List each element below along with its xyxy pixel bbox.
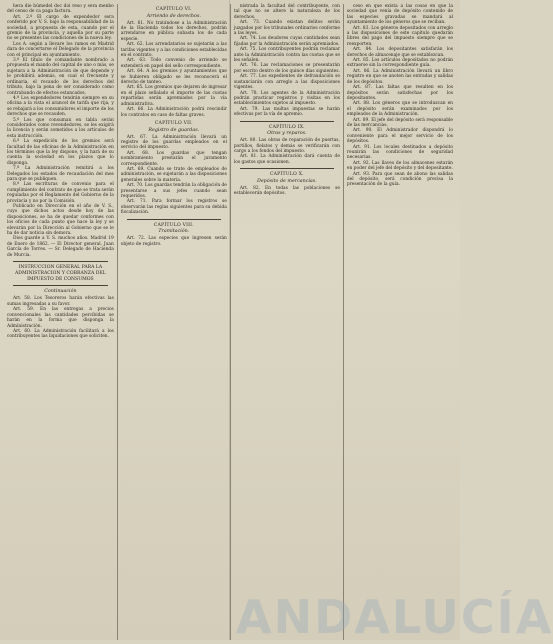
chapter-subtitle: Tramitación. xyxy=(158,229,190,235)
paragraph: Art. 65. Los gremios que dejaren de ingresar en el plazo señalado el importe de las cuotas repartidas serán apremiados por la vía administrativa. xyxy=(120,85,227,107)
paragraph: Art. 85. Los artículos depositados no podrán extraerse sin la correspondiente guía. xyxy=(346,58,453,69)
paragraph: Art. 60. La Administración facilitará a los contribuyentes las liquidaciones que soliciten. xyxy=(7,328,114,340)
paragraph: Art. 68. Los guardas que tengan nombramiento prestarán el juramento correspondiente. xyxy=(120,150,227,167)
chapter-subtitle: Arriendo de derechos. xyxy=(146,13,201,19)
paragraph: Art. 75. Los contribuyentes podrán reclamar ante la Administración contra las cuotas que se les señalen. xyxy=(233,47,340,64)
paragraph: Art. 63. Todo convenio de arriendo se extenderá en papel del sello correspondiente. xyxy=(120,58,227,69)
column-2 xyxy=(117,4,230,640)
section-divider xyxy=(13,261,108,262)
paragraph: Art. 83. Los géneros depositados con arreglo a las disposiciones de este capítulo quedarán libres del pago del impuesto siempre que se reexporten. xyxy=(346,25,453,47)
paragraph: 8.º Las escrituras de convenio para el cumplimiento del contrato de que se trata serán reguladas por el Reglamento del Gobierno de la provincia y no por la Comisión. xyxy=(7,182,114,204)
paragraph: Art. 69. Cuando se trate de empleados de administración, se sujetarán a las disposiciones generales sobre la materia. xyxy=(120,166,227,183)
paragraph: Art. 86. La Administración llevará un libro registro en que se anoten las entradas y salidas de los depósitos. xyxy=(346,68,453,85)
paragraph: Art. 66. La Administración podrá rescindir los contratos en caso de faltas graves. xyxy=(120,107,227,118)
section-divider xyxy=(240,168,334,169)
paragraph: 7.º La Administración remitirá a los Delegados los estados de recaudación del mes para que se publiquen. xyxy=(7,166,114,182)
paragraph: Art. 91. Los locales destinados a depósito reunirán las condiciones de seguridad necesarias. xyxy=(346,144,453,161)
chapter-heading: CAPÍTULO VIII. xyxy=(153,222,194,228)
column-1 xyxy=(4,4,117,640)
paragraph: Art. 80. Las obras de reparación de puertas, portillos, fielatos y demás se verificarán con cargo a los fondos del impuesto. xyxy=(233,138,340,154)
paragraph: Art. 92. Las llaves de los almacenes estarán en poder del jefe del depósito y del depositante. xyxy=(346,160,453,172)
paragraph: Art. 82. En todas las poblaciones se establecerán depósitos. xyxy=(233,185,340,197)
chapter-heading: CAPÍTULO VII. xyxy=(154,120,193,126)
paragraph: Art. 81. La Administración dará cuenta de los gastos que ocasionen. xyxy=(233,154,340,165)
paragraph: Art. 70. Los guardas tendrán la obligación de presentarse a sus jefes cuando sean requeridos. xyxy=(120,183,227,199)
paragraph: Los A. según a llevare los ramos en Madrid dara de concertarse el Delegado de la provincia con el principal en ayuntamiento. xyxy=(7,41,114,58)
column-3 xyxy=(230,4,343,640)
page-fold xyxy=(229,0,230,640)
paragraph: Art. 64. A los gremios y ayuntamientos que se hubieren obligado se les reconocerá el derecho de tanteo. xyxy=(120,69,227,86)
paragraph: Art. 89. El jefe del depósito será responsable de las mercancías. xyxy=(346,117,453,128)
paragraph: Art. 73. Cuando existan delitos serán juzgados por los tribunales ordinarios conforme a las leyes. xyxy=(233,20,340,37)
paragraph: ceso en que exista a las cosas en que la sociedad que venía de depósito contenido de las especies gravadas se mandará al ayuntamiento de los géneros que se reciban. xyxy=(346,4,453,26)
paragraph: Art. 61. No tratándose a la Administración de la Hacienda todos los derechos, podrán arrendarse en pública subasta los de cada especie. xyxy=(120,20,227,42)
paragraph: Art. 77. Los expedientes de defraudación se sustanciarán con arreglo a las disposiciones vigentes. xyxy=(233,74,340,91)
paragraph: hera die búmedel doc doi reso y sera menbo del censo de ca paga factura. xyxy=(7,4,114,15)
section-divider xyxy=(240,121,334,122)
paragraph: Art. 59. En las entregas a precios convencionales las cantidades percibidas se harán en la forma que disponga la Administración. xyxy=(7,307,114,329)
paragraph: Art. 74. Los deudores cuyas cantidades sean fijadas por la Administración serán apremiados. xyxy=(233,36,340,47)
paragraph: Art. 87. Las faltas que resulten en los depósitos serán satisfechas por los depositantes. xyxy=(346,85,453,101)
paragraph: 5.º Los que consuman en tabla serán considerados como revendedores, se les exigirá la licencia y serán sometidos a los artículos de esta instrucción. xyxy=(7,117,114,139)
section-subtitle: Continuación xyxy=(44,289,77,295)
paragraph: nistrada la facultad del contribuyente, con tal que no se altere la naturaleza de los derechos. xyxy=(233,4,340,20)
section-divider xyxy=(127,219,221,220)
library-watermark: ANDALUCÍA xyxy=(236,590,553,644)
paragraph: Art. 2.º El cargo de expendedor sera conferido por V. S. bajo la responsabilidad de la sociedad, a propuesta de esta, cuando por el gremio de la provincia, y aquella por su parte no se presentes las condiciones de la nueva ley. xyxy=(7,14,114,42)
paragraph: Art. 93. Para que sean de abono las salidas del depósito, será condición precisa la presentación de la guía. xyxy=(346,171,453,188)
paragraph: Art. 90. El Administrador dispondrá lo conveniente para el mejor servicio de los depósitos. xyxy=(346,128,453,145)
paragraph: Art. 71. Para formar los registros se observarán las reglas siguientes para su debida fiscalización. xyxy=(120,199,227,216)
paragraph: Art. 78. Los agentes de la Administración podrán practicar registros y visitas en los establecimientos sujetos al impuesto. xyxy=(233,90,340,107)
paragraph: 6.º La expedición de los gremios será facultad de las oficinas de la Administración en los términos que la ley dispone, y la hará de su cuenta la sociedad en los plazos que lo disponga. xyxy=(7,139,114,166)
chapter-heading: CAPÍTULO VI. xyxy=(155,7,192,12)
chapter-heading: CAPÍTULO IX. xyxy=(268,124,305,130)
section-title: INSTRUCCION GENERAL PARA LA ADMINISTRACION Y COBRANZA DEL IMPUESTO DE CONSUMOS xyxy=(14,265,106,282)
paragraph: 3.º El título de comandante nombrado a propuesta el mando del capital de uno o más, se sujetara a la Administración de que depende y le prohibirá además, en cual el frecuente y ordinaria, el recaudo de los derechos del tributo, bajo la pena de ser considerado como contrabando de efectos estancados. xyxy=(7,58,114,96)
paragraph: Art. 84. Los depositantes satisfarán los derechos de almacenaje que se establezcan. xyxy=(346,47,453,58)
paragraph: Art. 62. Los arrendatarios se sujetarán a las tarifas vigentes y a las condiciones establecidas en el contrato. xyxy=(120,42,227,59)
paragraph: 4.º Los expendedores tendrán siempre en su oficina a la vista el arancel de tarifa que rija, y se rebajará a los consumidores el importe de los derechos que se recauden. xyxy=(7,95,114,118)
chapter-heading: CAPÍTULO X. xyxy=(269,172,304,178)
paragraph: Publicado en Dirección en el año de V. S., cuyo que dichos actos desde hoy de las disposiciones, se ha de quedar conformes con los oficios de cada punto que hace la ley y se elevarán por la Dirección al Gobierno que se le ha de dar noticia sin demora. xyxy=(7,204,114,237)
paragraph: Art. 76. Las reclamaciones se presentarán por escrito dentro de los quince días siguientes. xyxy=(233,63,340,74)
paragraph: Art. 58. Los Tesoreros harán efectivas las sumas ingresadas a su favor. xyxy=(7,296,114,307)
paragraph: Art. 72. Las especies que ingresen serán objeto de registro. xyxy=(120,236,227,247)
chapter-subtitle: Registro de guardas. xyxy=(148,127,200,133)
paragraph: Art. 88. Los géneros que se introduzcan en el depósito serán examinados por los empleados de la Administración. xyxy=(346,101,453,118)
paragraph: Art. 79. Las multas impuestas se harán efectivas por la vía de apremio. xyxy=(233,106,340,118)
section-divider xyxy=(13,285,108,286)
paragraph: Art. 67. La Administración llevará un registro de los guardas empleados en el servicio del impuesto. xyxy=(120,134,227,151)
text-columns xyxy=(4,4,456,640)
signature-paragraph: Dios guarde a V. S. muchos años. Madrid 19 de Enero de 1862. — El Director general, Juan García de Torres. — Sr. Delegado de Hacienda de Murcia. xyxy=(7,236,114,258)
chapter-subtitle: Otras y reparos. xyxy=(267,131,307,137)
chapter-subtitle: Depósito de mercancías. xyxy=(256,178,317,184)
column-4 xyxy=(343,4,456,640)
